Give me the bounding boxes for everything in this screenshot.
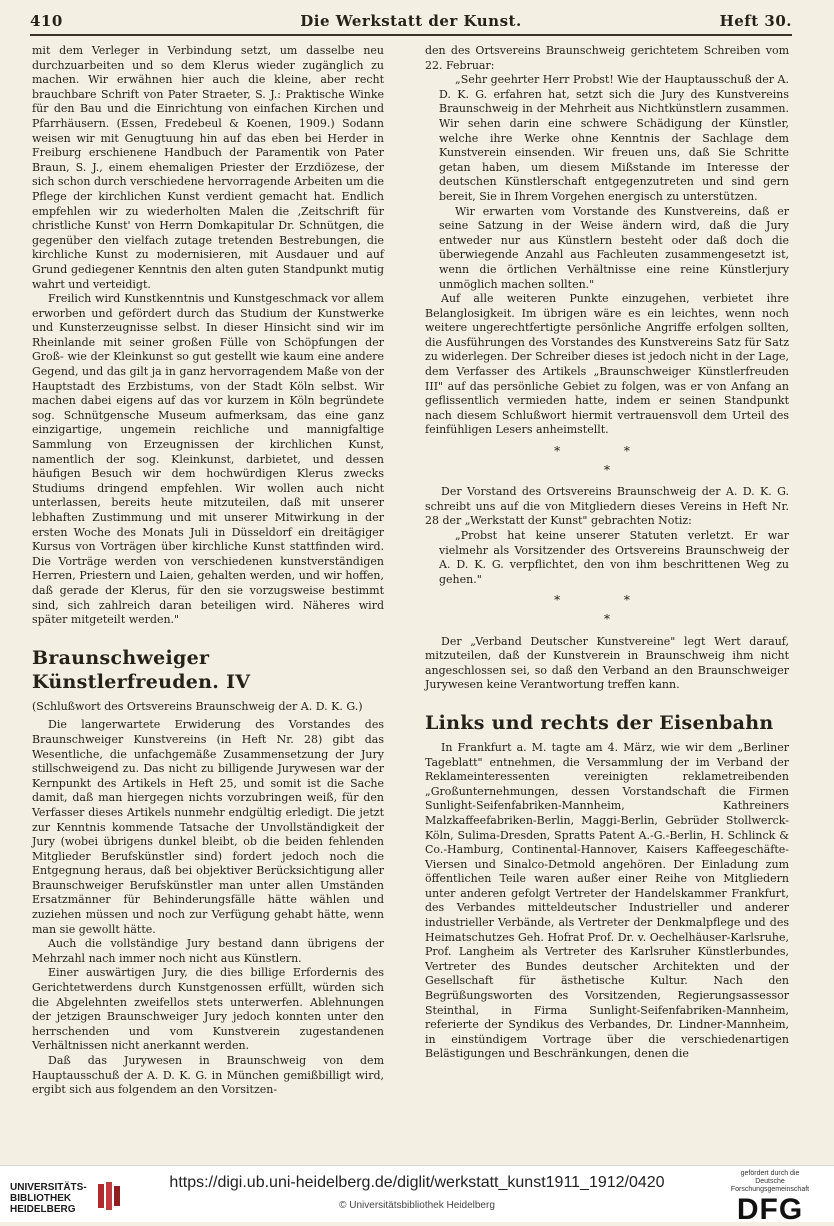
paragraph: Einer auswärtigen Jury, die dies billige Erfordernis des Gerichtetwerdens durch Kunstgenossen erfüllt, würden sich die Abgelehnten zweifellos stets unterwerfen. Ablehnungen der jetzigen Braunschweiger Jury jedoch konnten unter den herrschenden und vom Kunstverein zugestandenen Verhältnissen nicht anerkannt werden. bbox=[32, 966, 384, 1053]
quoted-letter: „Sehr geehrter Herr Probst! Wie der Hauptausschuß der A. D. K. G. erfahren hat, setzt sich die Jury des Kunstvereins Braunschweig in der Mehrheit aus Nichtkünstlern zusammen. Wir sehen darin eine schwere Schädigung der Künstler, welche ihre Werke ohne Kenntnis der Sachlage dem Kunstverein einsenden. Wir freuen uns, daß Sie Schritte getan haben, um diesem Mißstande im Interesse der deutschen Künstlerschaft entgegenzutreten und sind gern bereit, Sie in Ihrem Vorgehen energisch zu unterstützen. bbox=[439, 73, 789, 203]
library-name: UNIVERSITÄTS- BIBLIOTHEK HEIDELBERG bbox=[10, 1182, 87, 1215]
paragraph: Freilich wird Kunstkenntnis und Kunstgeschmack vor allem erworben und gefördert durch das Studium der Kunstwerke und Kunsterzeugnisse selbst. In dieser Hinsicht sind wir im Rheinlande mit seiner großen Fülle von Schöpfungen der Groß- wie der Kleinkunst so gut gestellt wie kaum eine andere Gegend, und das gilt ja in ganz hervorragendem Maße von der Hauptstadt des Erzbistums, von der Stadt Köln selbst. Wir machen dabei eigens auf das vor kurzem in Köln begründete sog. Schnütgensche Museum aufmerksam, das eine ganz einzigartige, ungemein reichliche und mannigfaltige Sammlung von Erzeugnissen der kirchlichen Kunst, namentlich der sog. Kleinkunst, darbietet, und dessen häufigen Besuch wir dem hochwürdigen Klerus zwecks Studiums dringend empfehlen. Wir wollen auch nicht unterlassen, bereits heute mitzuteilen, daß mit unserer lebhaften Zustimmung und mit unserer Mitwirkung in der ersten Woche des Monats Juli in Düsseldorf ein dreitägiger Kursus von Vorträgen über kirchliche Kunst stattfinden wird. Die Vorträge werden von verschiedenen kunstverständigen Herren, Priestern und Laien, gehalten werden, und wir hoffen, daß gerade der Klerus, für den sie vorzugsweise bestimmt sind, sich zahlreich daran beteiligen wird. Näheres wird später mitgeteilt werden." bbox=[32, 292, 384, 627]
paragraph: Auch die vollständige Jury bestand dann übrigens der Mehrzahl nach immer noch nicht aus Künstlern. bbox=[32, 937, 384, 965]
left-column bbox=[32, 44, 384, 1098]
section-separator-star: * bbox=[604, 462, 610, 477]
section-subheading: (Schlußwort des Ortsvereins Braunschweig der A. D. K. G.) bbox=[32, 699, 363, 713]
permalink-url[interactable]: https://digi.ub.uni-heidelberg.de/diglit/werkstatt_kunst1911_1912/0420 bbox=[169, 1174, 665, 1191]
section-heading-eisenbahn: Links und rechts der Eisenbahn bbox=[425, 711, 774, 734]
section-separator-stars: * * bbox=[554, 593, 660, 608]
section-separator-star: * bbox=[604, 611, 610, 626]
dfg-logo[interactable]: gefördert durch die Deutsche Forschungsgemeinschaft DFG bbox=[720, 1170, 820, 1218]
paragraph: mit dem Verleger in Verbindung setzt, um dasselbe neu durchzuarbeiten und so dem Klerus wieder zugänglich zu machen. Wir erwähnen hier auch die kleine, aber recht brauchbare Schrift von Pater Straeter, S. J.: Praktische Winke für den Bau und die Einrichtung von einfachen Kirchen und Pfarrhäusern. (Essen, Fredebeul & Koenen, 1909.) Sodann weisen wir mit Genugtuung hin auf das eben bei Herder in Freiburg erschienene Handbuch der Paramentik von Pater Braun, S. J., einem ehemaligen Priester der Erzdiözese, der sich schon durch verschiedene hervorragende Arbeiten um die Pflege der kirchlichen Kunst verdient gemacht hat. Endlich empfehlen wir zu wiederholten Malen die ‚Zeitschrift für christliche Kunst' von Herrn Domkapitular Dr. Schnütgen, die gegenüber den vielfach zutage tretenden Bestrebungen, die kirchliche Kunst zu modernisieren, mit Ausdauer und auf Grund gediegener Kenntnis den alten guten Standpunkt mutig wahrt und verteidigt. bbox=[32, 44, 384, 291]
quoted-letter: Wir erwarten vom Vorstande des Kunstvereins, daß er seine Satzung in der Weise ändern wird, daß die Jury entweder nur aus Künstlern besteht oder daß doch die überwiegende Anzahl aus Fachleuten zusammengesetzt ist, wenn die örtlichen Verhältnisse eine reine Künstlerjury unmöglich machen sollten." bbox=[439, 204, 789, 291]
viewer-footer bbox=[0, 1165, 834, 1226]
issue-number: Heft 30. bbox=[719, 12, 792, 30]
paragraph: Auf alle weiteren Punkte einzugehen, verbietet ihre Belanglosigkeit. Im übrigen wäre es ein leichtes, wenn noch weitere ungerechtfertigte persönliche Angriffe erfolgen sollten, die Ausführungen des Vorstandes des Kunstvereins Satz für Satz zu widerlegen. Der Schreiber dieses ist jedoch nicht in der Lage, dem Verfasser des Artikels „Braunschweiger Künstlerfreuden III" auf das persönliche Gebiet zu folgen, was er von Anfang an geflissentlich vermieden hatte, indem er seinen Standpunkt nach diesem Schlußwort hiermit vertrauensvoll dem Urteil des feinfühligen Lesers anheimstellt. bbox=[425, 292, 789, 437]
section-heading-braunschweig: Braunschweiger Künstlerfreuden. IV bbox=[32, 646, 251, 693]
paragraph: Daß das Jurywesen in Braunschweig von dem Hauptausschuß der A. D. K. G. in München gemißbilligt wird, ergibt sich aus folgendem an den Vorsitzen- bbox=[32, 1054, 384, 1097]
section-separator-stars: * * bbox=[554, 444, 660, 459]
paragraph: den des Ortsvereins Braunschweig gerichtetem Schreiben vom 22. Februar: bbox=[425, 44, 789, 72]
paragraph: Der „Verband Deutscher Kunstvereine" legt Wert darauf, mitzuteilen, daß der Kunstverein in Braunschweig ihm nicht angeschlossen sei, so daß den Verband an den Braunschweiger Jurywesen keine Verantwortung treffen kann. bbox=[425, 634, 789, 692]
page-number: 410 bbox=[30, 12, 63, 30]
right-column bbox=[425, 44, 789, 1062]
running-title: Die Werkstatt der Kunst. bbox=[300, 12, 522, 30]
copyright-notice: © Universitätsbibliothek Heidelberg bbox=[339, 1200, 495, 1211]
paragraph: Die langerwartete Erwiderung des Vorstandes des Braunschweiger Kunstvereins (in Heft Nr. 28) gibt das Wesentliche, die unfachgemäße Zusammensetzung der Jury stillschweigend zu. Das nicht zu billigende Jurywesen war der Kernpunkt des Artikels in Heft 25, und somit ist die Sache damit, daß man hiergegen nichts vorzubringen weiß, für den Verfasser dieses Artikels nunmehr endgültig erledigt. Die jetzt zur Kenntnis kommende Tatsache der Unvollständigkeit der Jury (wobei übrigens dunkel bleibt, ob die beiden fehlenden Mitglieder Berufskünstler sind) fordert jedoch noch die Entgegnung heraus, daß bei objektiver Berücksichtigung aller Braunschweiger Berufskünstler man unter allen Umständen Ersatzmänner für Behinderungsfälle hätte wählen und zuziehen müssen und noch zur Verfügung gehabt hätte, wenn man sie gewollt hätte. bbox=[32, 718, 384, 936]
paragraph: Der Vorstand des Ortsvereins Braunschweig der A. D. K. G. schreibt uns auf die von Mitgliedern dieses Vereins in Heft Nr. 28 der „Werkstatt der Kunst" gebrachten Notiz: bbox=[425, 485, 789, 528]
running-header bbox=[30, 10, 792, 36]
quoted-statement: „Probst hat keine unserer Statuten verletzt. Er war vielmehr als Vorsitzender des Ortsvereins Braunschweig der A. D. K. G. verpflichtet, den von ihm beschrittenen Weg zu gehen." bbox=[439, 529, 789, 586]
paragraph: In Frankfurt a. M. tagte am 4. März, wie wir dem „Berliner Tageblatt" entnehmen, die Versammlung der im Verband der Reklameinteressenten vereinigten reklametreibenden „Großunternehmungen, dessen Vorstandschaft die Firmen Sunlight-Seifenfabriken-Mannheim, Kathreiners Malzkaffeefabriken-Berlin, Maggi-Berlin, Gebrüder Stollwerck-Köln, Sulima-Dresden, Spratts Patent A.-G.-Berlin, H. Schlinck & Co.-Hamburg, Continental-Hannover, Kaisers Kaffeegeschäfte-Viersen und Sinalco-Detmold angehören. Der Einladung zum öffentlichen Teile waren außer einer Reihe von Mitgliedern unter anderen gefolgt Vertreter der Handelskammer Frankfurt, des Verbandes mitteldeutscher Industrieller und anderer industrieller Verbände, als Vertreter der Denkmalpflege und des Heimatschutzes Geh. Hofrat Prof. Dr. v. Oechelhäuser-Karlsruhe, Prof. Langheim als Vertreter des Karlsruher Künstlerbundes, Vertreter des Bundes deutscher Architekten und der Gesellschaft für ästhetische Kultur. Nach den Begrüßungsworten des Vorsitzenden, Regierungsassessor Steinthal, in Firma Sunlight-Seifenfabriken-Mannheim, referierte der Syndikus des Verbandes, Dr. Lindner-Mannheim, in einstündigem Vortrage über die verschiedenartigen Belästigungen und Beschränkungen, denen die bbox=[425, 740, 789, 1061]
dfg-wordmark: DFG bbox=[736, 1193, 804, 1226]
